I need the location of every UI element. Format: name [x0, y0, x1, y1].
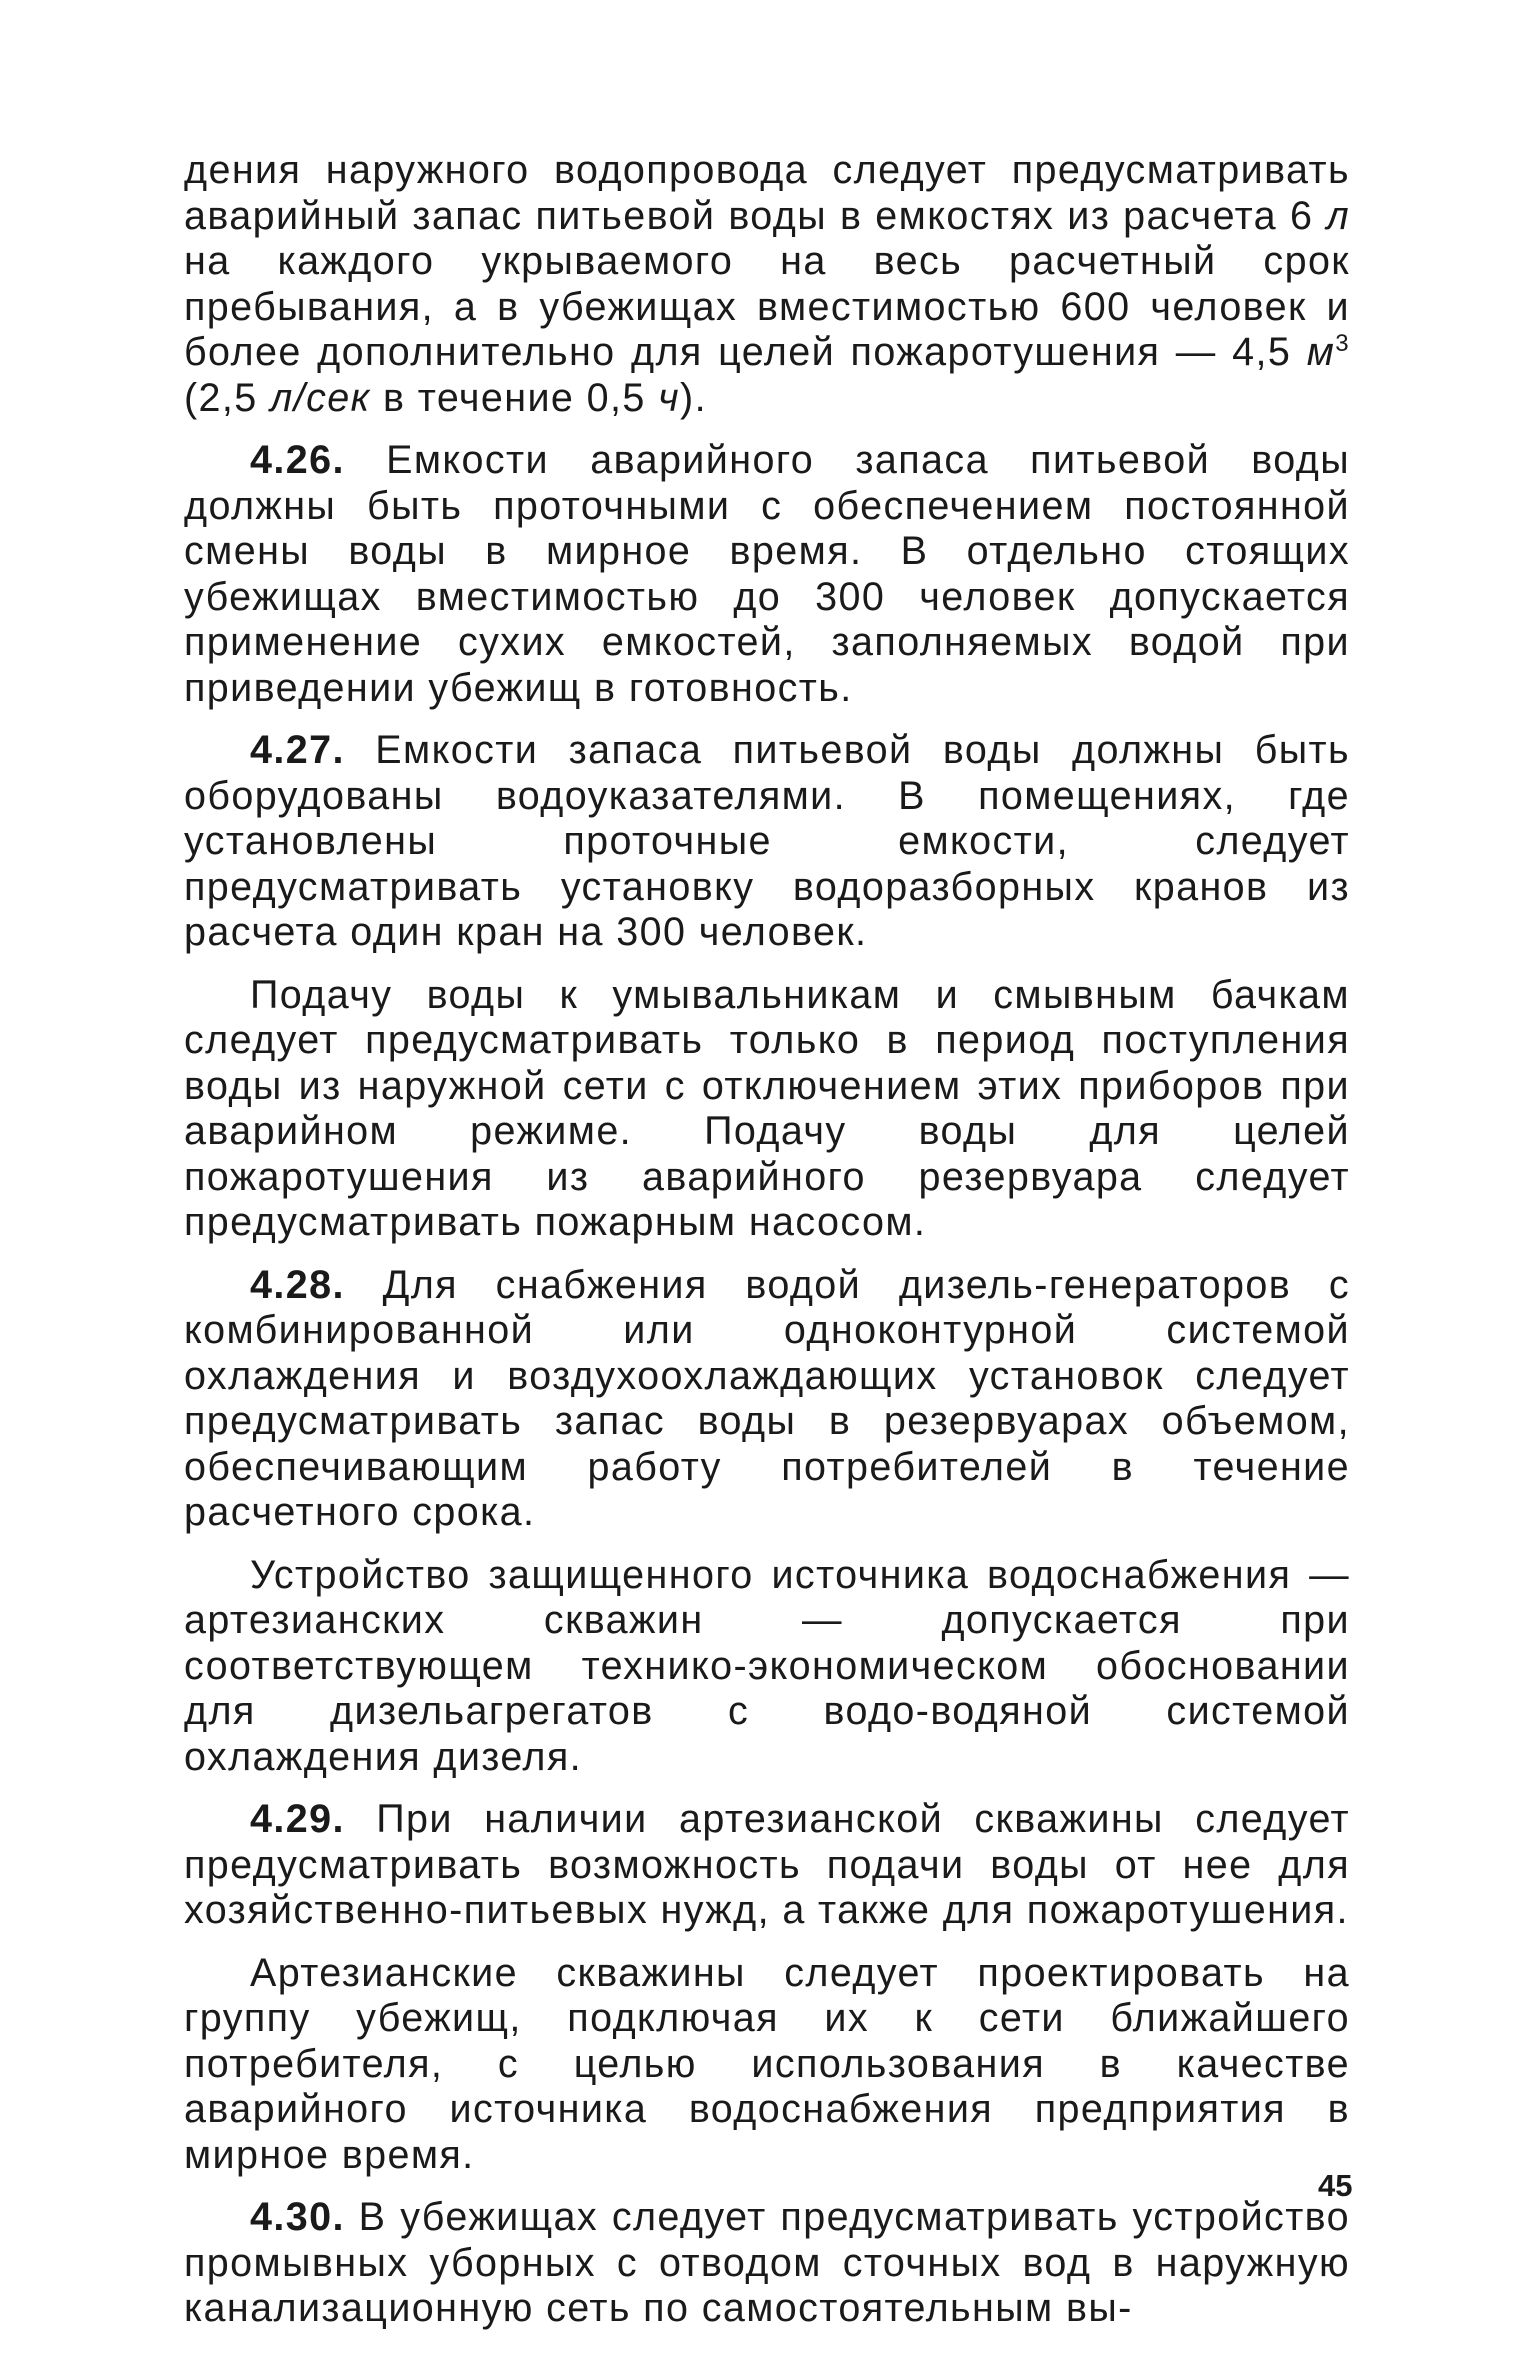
paragraph-4-29: 4.29. При наличии артезианской скважины следует предусматривать возможность подачи воды от нее для хозяйственно-питьевых нужд, а также для пожаротушения.: [184, 1797, 1350, 1932]
clause-number: 4.30.: [250, 2195, 345, 2239]
paragraph-4-27: 4.27. Емкости запаса питьевой воды должны быть оборудованы водоуказателями. В помещениях, где установлены проточные емкости, следует предусматривать установку водоразборных кранов из расчета один кран на 300 человек.: [184, 728, 1350, 954]
page-number: 45: [1318, 2168, 1353, 2203]
clause-number: 4.26.: [250, 438, 345, 482]
paragraph-4-26: 4.26. Емкости аварийного запаса питьевой воды должны быть проточными с обеспечением постоянной смены воды в мирное время. В отдельно стоящих убежищах вместимостью до 300 человек допускается применение сухих емкостей, заполняемых водой при приведении убежищ в готовность.: [184, 438, 1350, 710]
page-body: [184, 148, 1353, 2332]
clause-number: 4.28.: [250, 1262, 345, 1307]
paragraph-continuation: дения наружного водопровода следует предусматривать аварийный запас питьевой воды в емкостях из расчета 6 л на каждого укрываемого на весь расчетный срок пребывания, а в убежищах вместимостью 600 человек и более дополнительно для целей пожаротушения — 4,5 $м^3$ (2,5 л/сек в течение 0,5 ч).: [184, 148, 1350, 420]
paragraph-artesian-source: Устройство защищенного источника водоснабжения — артезианских скважин — допускается при соответствующем технико-экономическом обосновании для дизельагрегатов с водо-водяной системой охлаждения дизеля.: [184, 1552, 1350, 1779]
clause-number: 4.27.: [250, 728, 345, 772]
paragraph-4-30: 4.30. В убежищах следует предусматривать устройство промывных уборных с отводом сточных вод в наружную канализационную сеть по самостоятельным вы-: [184, 2195, 1350, 2330]
paragraph-water-supply: Подачу воды к умывальникам и смывным бачкам следует предусматривать только в период поступления воды из наружной сети с отключением этих приборов при аварийном режиме. Подачу воды для целей пожаротушения из аварийного резервуара следует предусматривать пожарным насосом.: [184, 972, 1350, 1244]
paragraph-artesian-wells: Артезианские скважины следует проектировать на группу убежищ, подключая их к сети ближайшего потребителя, с целью использования в качестве аварийного источника водоснабжения предприятия в мирное время.: [184, 1950, 1350, 2177]
paragraph-4-28: 4.28. Для снабжения водой дизель-генераторов с комбинированной или одноконтурной системой охлаждения и воздухоохлаждающих установок следует предусматривать запас воды в резервуарах объемом, обеспечивающим работу потребителей в течение расчетного срока.: [184, 1262, 1350, 1534]
clause-number: 4.29.: [250, 1797, 345, 1841]
